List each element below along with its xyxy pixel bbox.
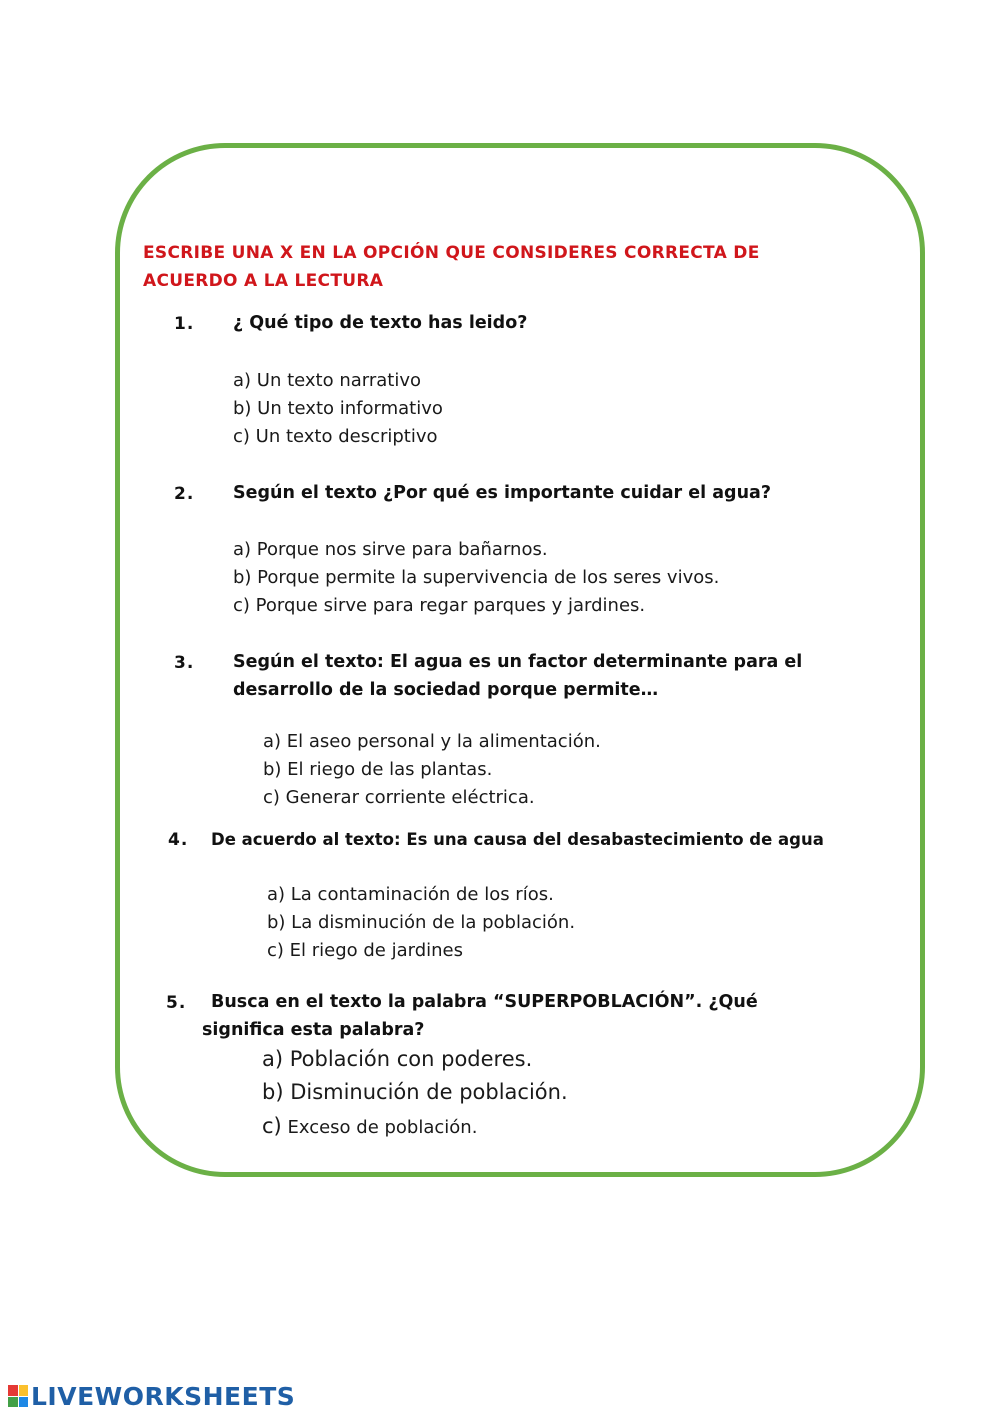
question-3-text-line-2: desarrollo de la sociedad porque permite… — [233, 680, 659, 700]
question-3-option-a[interactable]: a) El aseo personal y la alimentación. — [263, 731, 601, 752]
question-4-number: 4. — [168, 830, 189, 850]
question-2-text: Según el texto ¿Por qué es importante cuidar el agua? — [233, 483, 771, 503]
question-5-option-c-letter: c) — [262, 1114, 282, 1138]
question-5-text-line-1: Busca en el texto la palabra “SUPERPOBLACIÓN”. ¿Qué — [211, 992, 758, 1012]
question-5-number: 5. — [166, 993, 187, 1013]
question-5-text-line-2: significa esta palabra? — [202, 1020, 425, 1040]
question-1-option-b[interactable]: b) Un texto informativo — [233, 398, 443, 419]
question-3-option-c[interactable]: c) Generar corriente eléctrica. — [263, 787, 535, 808]
question-5-option-a[interactable]: a) Población con poderes. — [262, 1047, 533, 1071]
question-1-number: 1. — [174, 314, 195, 334]
question-2-option-a[interactable]: a) Porque nos sirve para bañarnos. — [233, 539, 548, 560]
question-4-option-a[interactable]: a) La contaminación de los ríos. — [267, 884, 554, 905]
liveworksheets-logo — [8, 1382, 295, 1410]
question-1-option-a[interactable]: a) Un texto narrativo — [233, 370, 422, 391]
question-5-option-c-text: Exceso de población. — [287, 1117, 478, 1138]
instructions-line-2: ACUERDO A LA LECTURA — [143, 271, 384, 291]
question-4-text: De acuerdo al texto: Es una causa del desabastecimiento de agua — [211, 830, 824, 849]
question-5-option-c[interactable] — [262, 1114, 477, 1138]
instructions-line-1: ESCRIBE UNA X EN LA OPCIÓN QUE CONSIDERES CORRECTA DE — [143, 243, 760, 263]
question-2-option-b[interactable]: b) Porque permite la supervivencia de los seres vivos. — [233, 567, 720, 588]
question-1-option-c[interactable]: c) Un texto descriptivo — [233, 426, 438, 447]
question-3-text-line-1: Según el texto: El agua es un factor determinante para el — [233, 652, 803, 672]
question-4-option-c[interactable]: c) El riego de jardines — [267, 940, 463, 961]
question-3-option-b[interactable]: b) El riego de las plantas. — [263, 759, 493, 780]
question-5-option-b[interactable]: b) Disminución de población. — [262, 1080, 568, 1104]
liveworksheets-logo-icon — [8, 1385, 28, 1407]
question-2-number: 2. — [174, 484, 195, 504]
question-2-option-c[interactable]: c) Porque sirve para regar parques y jardines. — [233, 595, 646, 616]
question-3-number: 3. — [174, 653, 195, 673]
question-4-option-b[interactable]: b) La disminución de la población. — [267, 912, 576, 933]
question-1-text: ¿ Qué tipo de texto has leido? — [233, 313, 528, 333]
liveworksheets-brand: LIVEWORKSHEETS — [31, 1381, 296, 1411]
